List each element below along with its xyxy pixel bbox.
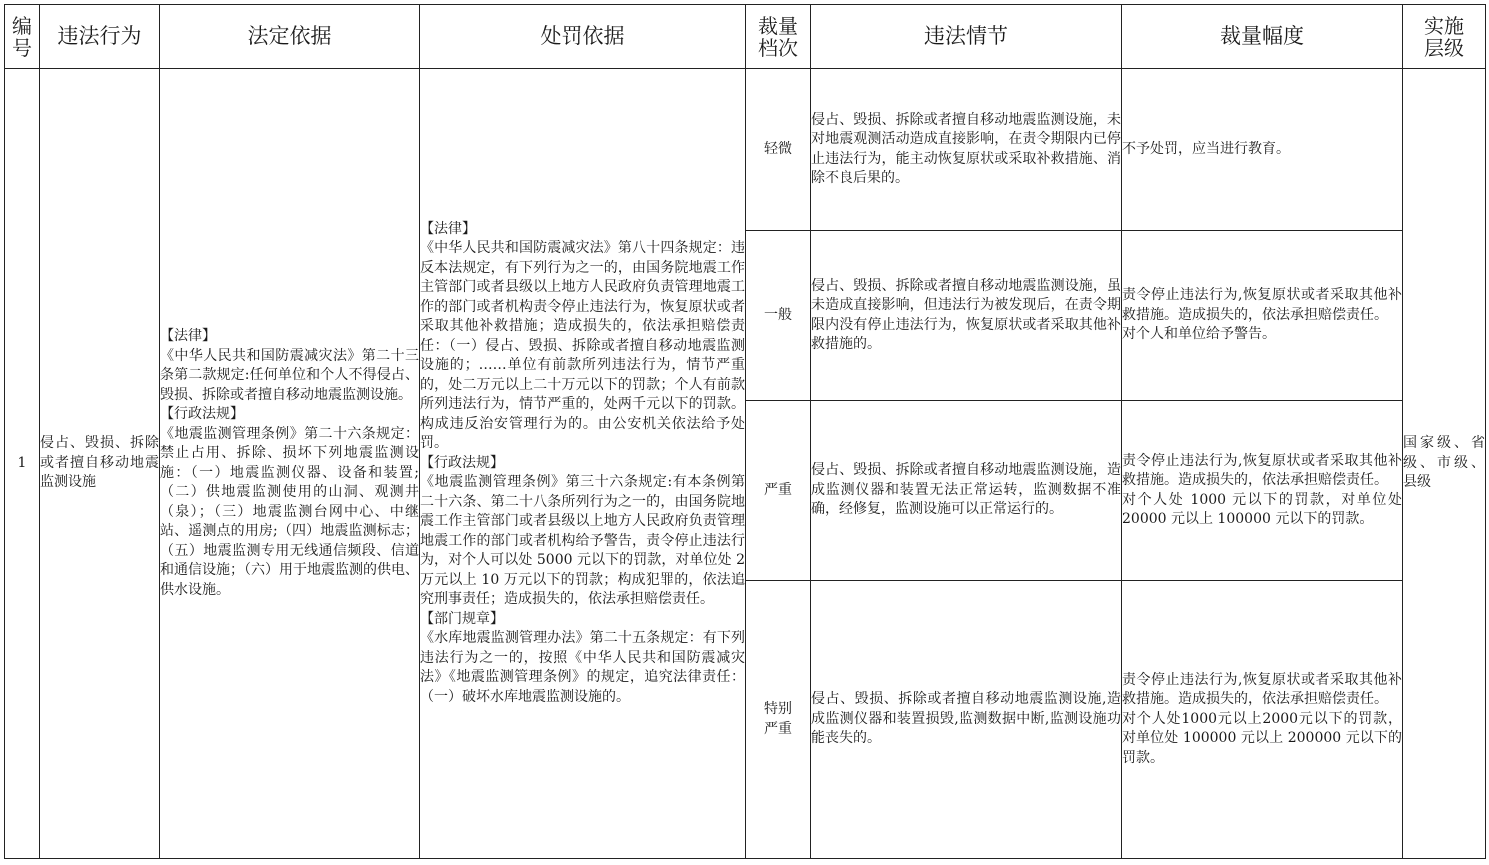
- legal-basis-cell: 【法律】 《中华人民共和国防震减灾法》第二十三条第二款规定:任何单位和个人不得侵占、毁损、拆除或者擅自移动地震监测设施。 【行政法规】 《地震监测管理条例》第二十六条规定：禁止占用、拆除、损坏下列地震监测设施：（一）地震监测仪器、设备和装置;（二）供地震监测使用的山洞、观测井（泉）；（三）地震监测台网中心、中继站、遥测点的用房;（四）地震监测标志；（五）地震监测专用无线通信频段、信道和通信设施；（六）用于地震监测的供电、供水设施。: [160, 69, 420, 859]
- range-general: 责令停止违法行为,恢复原状或者采取其他补救措施。造成损失的，依法承担赔偿责任。 对个人和单位给予警告。: [1122, 231, 1403, 401]
- header-legal-basis: 法定依据: [160, 5, 420, 69]
- range-especially-serious: 责令停止违法行为,恢复原状或者采取其他补救措施。造成损失的，依法承担赔偿责任。 对个人处1000元以上2000元以下的罚款，对单位处 100000 元以上 200000 元以下的罚款。: [1122, 581, 1403, 859]
- circumstance-general: 侵占、毁损、拆除或者擅自移动地震监测设施，虽未造成直接影响，但违法行为被发现后，在责令期限内没有停止违法行为，恢复原状或者采取其他补救措施的。: [811, 231, 1122, 401]
- header-range: 裁量幅度: [1122, 5, 1403, 69]
- level-serious: 严重: [746, 401, 811, 581]
- level-minor: 轻微: [746, 69, 811, 231]
- violation-cell: 侵占、毁损、拆除或者擅自移动地震监测设施: [40, 69, 160, 859]
- penalty-discretion-table: [4, 4, 1486, 859]
- range-minor: 不予处罚，应当进行教育。: [1122, 69, 1403, 231]
- row-number: 1: [5, 69, 40, 859]
- impl-level-cell: 国家级、省级、市级、县级: [1403, 69, 1486, 859]
- circumstance-minor: 侵占、毁损、拆除或者擅自移动地震监测设施，未对地震观测活动造成直接影响，在责令期限内已停止违法行为，能主动恢复原状或采取补救措施、消除不良后果的。: [811, 69, 1122, 231]
- table-row: [5, 69, 1486, 231]
- header-violation: 违法行为: [40, 5, 160, 69]
- header-no: 编 号: [5, 5, 40, 69]
- header-level: 裁量 档次: [746, 5, 811, 69]
- header-impl-level: 实施 层级: [1403, 5, 1486, 69]
- circumstance-serious: 侵占、毁损、拆除或者擅自移动地震监测设施，造成监测仪器和装置无法正常运转，监测数据不准确，经修复，监测设施可以正常运行的。: [811, 401, 1122, 581]
- level-especially-serious: 特别 严重: [746, 581, 811, 859]
- level-general: 一般: [746, 231, 811, 401]
- header-row: [5, 5, 1486, 69]
- header-circumstance: 违法情节: [811, 5, 1122, 69]
- header-penalty-basis: 处罚依据: [420, 5, 746, 69]
- circumstance-especially-serious: 侵占、毁损、拆除或者擅自移动地震监测设施,造成监测仪器和装置损毁,监测数据中断,监测设施功能丧失的。: [811, 581, 1122, 859]
- range-serious: 责令停止违法行为,恢复原状或者采取其他补救措施。造成损失的，依法承担赔偿责任。 对个人处 1000 元以下的罚款，对单位处 20000 元以上 100000 元以下的罚款。: [1122, 401, 1403, 581]
- penalty-basis-cell: 【法律】 《中华人民共和国防震减灾法》第八十四条规定：违反本法规定，有下列行为之一的，由国务院地震工作主管部门或者县级以上地方人民政府负责管理地震工作的部门或者机构责令停止违法行为，恢复原状或者采取其他补救措施；造成损失的，依法承担赔偿责任：（一）侵占、毁损、拆除或者擅自移动地震监测设施的；……单位有前款所列违法行为，情节严重的，处二万元以上二十万元以下的罚款；个人有前款所列违法行为，情节严重的，处两千元以下的罚款。构成违反治安管理行为的。由公安机关依法给予处罚。 【行政法规】 《地震监测管理条例》第三十六条规定:有本条例第二十六条、第二十八条所列行为之一的，由国务院地震工作主管部门或者县级以上地方人民政府负责管理地震工作的部门或者机构给予警告，责令停止违法行为，对个人可以处 5000 元以下的罚款，对单位处 2 万元以上 10 万元以下的罚款；构成犯罪的，依法追究刑事责任；造成损失的，依法承担赔偿责任。 【部门规章】 《水库地震监测管理办法》第二十五条规定：有下列违法行为之一的，按照《中华人民共和国防震减灾法》《地震监测管理条例》的规定，追究法律责任：（一）破坏水库地震监测设施的。: [420, 69, 746, 859]
